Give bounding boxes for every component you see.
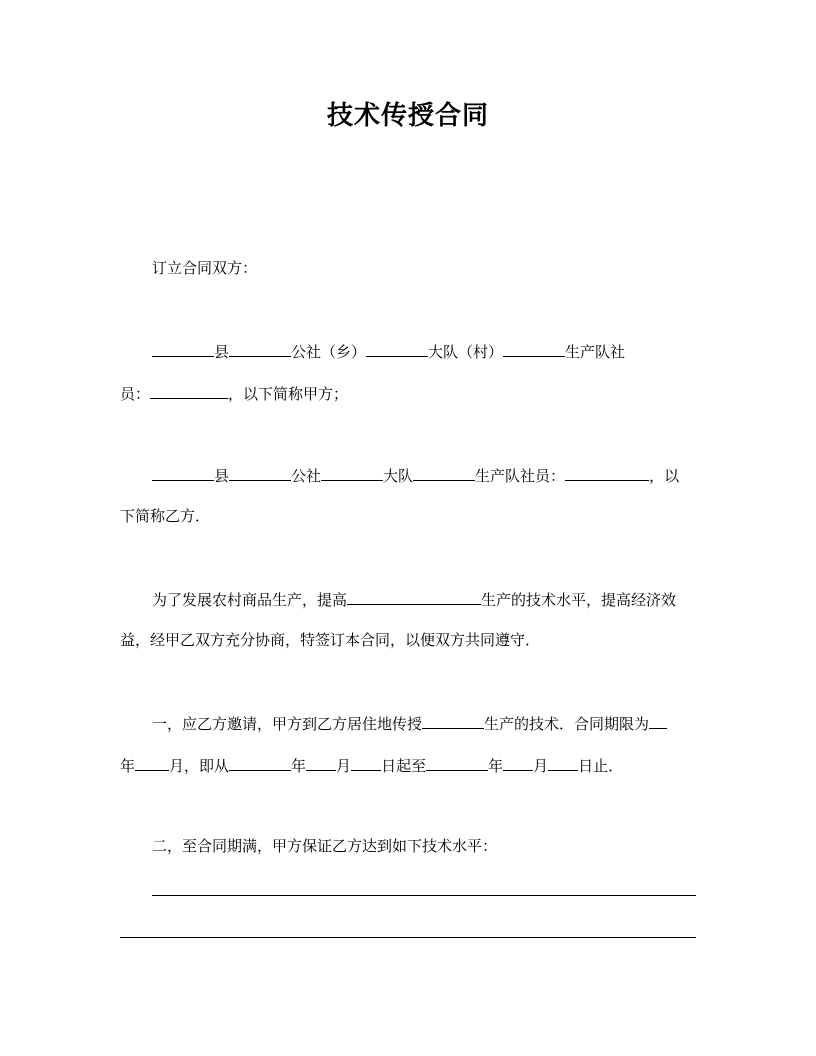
team-blank[interactable] [413, 464, 475, 481]
county-label: 县 [214, 343, 230, 361]
purpose-end: 生产的技术水平，提高经济效 [481, 591, 677, 609]
clause-2-text: 二，至合同期满，甲方保证乙方达到如下技术水平： [152, 837, 498, 855]
brigade-blank[interactable] [321, 464, 383, 481]
purpose-line-2 [120, 630, 696, 650]
county-blank[interactable] [152, 464, 214, 481]
party-a-name-blank[interactable] [150, 382, 228, 399]
commune-label: 公社 [291, 467, 322, 485]
county-blank[interactable] [152, 340, 214, 357]
brigade-label: 大队（村） [428, 343, 504, 361]
party-a-line-2 [120, 382, 696, 404]
year-label: 年 [120, 757, 136, 775]
from-month-label: 月 [336, 757, 352, 775]
member-label: 员： [120, 385, 151, 403]
term-months-blank[interactable] [135, 754, 169, 771]
purpose-start: 为了发展农村商品生产，提高 [152, 591, 348, 609]
term-years-blank[interactable] [649, 712, 667, 729]
intro-text: 订立合同双方： [152, 259, 258, 277]
purpose-cont: 益，经甲乙双方充分协商，特签订本合同，以便双方共同遵守． [120, 631, 541, 649]
from-month-blank[interactable] [306, 754, 336, 771]
from-day-label: 日起至 [381, 757, 427, 775]
tech-level-blank-line-1[interactable] [152, 895, 696, 896]
party-b-line-2 [120, 506, 696, 526]
to-year-label: 年 [488, 757, 504, 775]
team-blank[interactable] [503, 340, 565, 357]
to-day-blank[interactable] [548, 754, 578, 771]
month-label: 月，即从 [169, 757, 230, 775]
team-member-label: 生产队社 [565, 343, 626, 361]
commune-blank[interactable] [229, 464, 291, 481]
clause-1-line-2 [120, 754, 696, 776]
clause-1-line-1 [120, 712, 728, 734]
clause-1-mid: 生产的技术．合同期限为 [484, 715, 650, 733]
clause-1-start: 一，应乙方邀请，甲方到乙方居住地传授 [152, 715, 423, 733]
to-year-blank[interactable] [426, 754, 488, 771]
from-year-label: 年 [291, 757, 307, 775]
document-title: 技术传授合同 [326, 101, 489, 131]
from-year-blank[interactable] [229, 754, 291, 771]
brigade-blank[interactable] [366, 340, 428, 357]
production-blank[interactable] [347, 588, 481, 605]
party-a-tail: ，以下简称甲方； [228, 385, 349, 403]
party-a-line-1 [120, 340, 728, 362]
tech-level-blank-line-2[interactable] [120, 937, 696, 938]
to-day-label: 日止． [578, 757, 624, 775]
from-day-blank[interactable] [351, 754, 381, 771]
tech-blank[interactable] [422, 712, 484, 729]
purpose-line-1 [120, 588, 728, 610]
party-b-name-blank[interactable] [565, 464, 649, 481]
to-month-label: 月 [533, 757, 549, 775]
party-b-line-1 [120, 464, 728, 486]
commune-blank[interactable] [229, 340, 291, 357]
commune-label: 公社（乡） [291, 343, 367, 361]
brigade-label: 大队 [383, 467, 414, 485]
intro-line [120, 258, 728, 278]
clause-2-line [120, 836, 728, 856]
party-b-abbrev: 下简称乙方． [120, 507, 211, 525]
team-member-label: 生产队社员： [475, 467, 566, 485]
to-month-blank[interactable] [503, 754, 533, 771]
party-b-tail: ，以 [649, 467, 680, 485]
county-label: 县 [214, 467, 230, 485]
